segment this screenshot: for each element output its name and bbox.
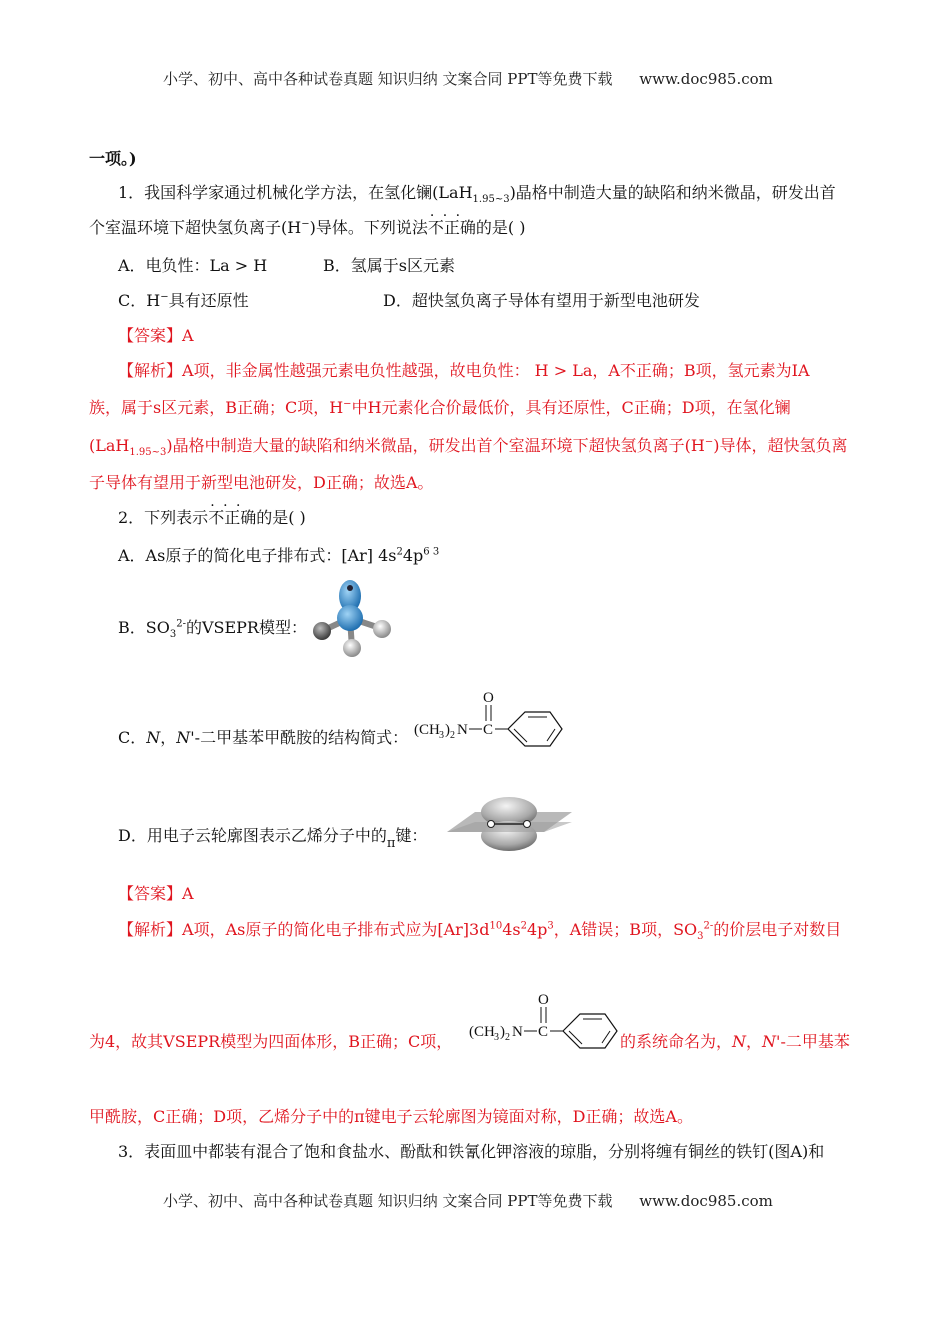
svg-text:2: 2 bbox=[450, 730, 455, 741]
q2-option-b: B．$SO_3^{2-}$的VSEPR模型： bbox=[118, 618, 307, 641]
emphasis-not-correct: · · · 不正确 bbox=[208, 507, 256, 529]
q1-stem-line1: 1．我国科学家通过机械化学方法，在氢化镧(LaH$_{1.95\sim 3}$)晶格中制造大量的缺陷和纳米微晶，研发出首 bbox=[118, 183, 836, 206]
q1-option-c: C．H−具有还原性 bbox=[118, 291, 249, 310]
q2-explanation-line3: 甲酰胺，C正确；D项，乙烯分子中的π键电子云轮廓图为镜面对称，D正确；故选A。 bbox=[89, 1107, 693, 1126]
q2-explanation-line1: 【解析】A项，As原子的简化电子排布式应为$[Ar]3d^{10}4s^24p^3$，A错误；B项，$SO_3^{2-}$的价层电子对数目 bbox=[118, 920, 842, 943]
q1-explanation-line1: 【解析】A项，非金属性越强元素电负性越强，故电负性： H > La，A不正确；B项，氢元素为ⅠA bbox=[118, 361, 810, 380]
q2-option-a: A．As原子的简化电子排布式：[Ar] $4s^24p^{6 3}$ bbox=[118, 546, 440, 565]
q2-explanation-line2b: 的系统命名为，N，N'-二甲基苯 bbox=[620, 1032, 850, 1051]
q1-option-b: B．氢属于s区元素 bbox=[323, 256, 455, 275]
svg-text:): ) bbox=[500, 1024, 505, 1040]
svg-text:O: O bbox=[538, 992, 549, 1008]
svg-text:(CH: (CH bbox=[414, 722, 440, 738]
pi-bond-cloud-image bbox=[447, 794, 572, 856]
emphasis-not-correct: · · · 不正确 bbox=[428, 217, 476, 239]
svg-text:N: N bbox=[457, 722, 468, 738]
q1-option-a: A．电负性：La > H bbox=[118, 256, 268, 275]
svg-text:C: C bbox=[538, 1024, 549, 1040]
section-heading: 一项。) bbox=[89, 149, 137, 168]
footer-text: 小学、初中、高中各种试卷真题 知识归纳 文案合同 PPT等免费下载 bbox=[163, 1192, 613, 1210]
svg-text:O: O bbox=[483, 690, 494, 706]
svg-text:3: 3 bbox=[439, 730, 444, 741]
svg-text:N: N bbox=[512, 1024, 523, 1040]
header-text: 小学、初中、高中各种试卷真题 知识归纳 文案合同 PPT等免费下载 bbox=[163, 70, 613, 88]
svg-text:): ) bbox=[445, 722, 450, 738]
footer-url: www.doc985.com bbox=[639, 1192, 773, 1210]
q1-stem-line2: 个室温环境下超快氢负离子(H−)导体。下列说法· · · 不正确的是( ) bbox=[89, 217, 525, 239]
structure-formula-image bbox=[412, 688, 567, 766]
svg-text:3: 3 bbox=[494, 1032, 499, 1043]
q2-option-d: D．用电子云轮廓图表示乙烯分子中的$_\pi$键： bbox=[118, 826, 428, 851]
svg-text:2: 2 bbox=[505, 1032, 510, 1043]
vsepr-model-image bbox=[300, 576, 400, 660]
q2-option-c: C．N，N'-二甲基苯甲酰胺的结构简式： bbox=[118, 728, 409, 747]
svg-text:(CH: (CH bbox=[469, 1024, 495, 1040]
header-url: www.doc985.com bbox=[639, 70, 773, 88]
q1-option-d: D．超快氢负离子导体有望用于新型电池研发 bbox=[383, 291, 700, 310]
page-footer bbox=[163, 1190, 773, 1212]
page-header bbox=[163, 68, 773, 90]
svg-text:C: C bbox=[483, 722, 494, 738]
q2-explanation-line2a: 为4，故其VSEPR模型为四面体形，B正确；C项， bbox=[89, 1032, 453, 1051]
q1-answer: 【答案】A bbox=[118, 326, 194, 345]
q1-explanation-line2: 族，属于s区元素，B正确；C项，H−中H元素化合价最低价，具有还原性，C正确；D项，在氢化镧 bbox=[89, 398, 791, 417]
structure-formula-inline-image bbox=[467, 990, 622, 1068]
q1-explanation-line3: (LaH$_{1.95\sim 3}$)晶格中制造大量的缺陷和纳米微晶，研发出首个室温环境下超快氢负离子(H−)导体，超快氢负离 bbox=[89, 436, 848, 459]
q2-answer: 【答案】A bbox=[118, 884, 194, 903]
q3-stem: 3．表面皿中都装有混合了饱和食盐水、酚酞和铁氰化钾溶液的琼脂，分别将缠有铜丝的铁钉(图A)和 bbox=[118, 1142, 825, 1161]
q1-explanation-line4: 子导体有望用于新型电池研发，D正确；故选A。 bbox=[89, 473, 434, 492]
q2-stem: 2．下列表示· · · 不正确的是( ) bbox=[118, 507, 306, 529]
